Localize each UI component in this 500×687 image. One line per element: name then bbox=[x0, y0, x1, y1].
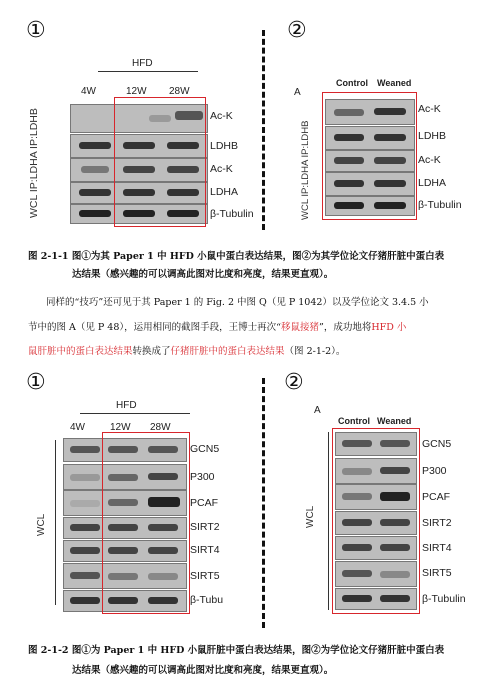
col-label: Control bbox=[336, 78, 368, 88]
divider-dashed-top bbox=[262, 30, 265, 230]
group-line bbox=[98, 71, 198, 72]
row-label: LDHA bbox=[418, 177, 447, 189]
bracket-line bbox=[328, 432, 329, 610]
row-label: β-Tubulin bbox=[418, 199, 462, 211]
row-label: β-Tubu bbox=[190, 594, 224, 606]
col-label: 12W bbox=[126, 86, 147, 97]
side-label: WCL IP:LDHA IP:LDHB bbox=[300, 120, 311, 220]
highlight-box bbox=[322, 92, 417, 220]
bracket-line bbox=[55, 440, 56, 605]
highlight-box bbox=[332, 428, 420, 614]
group-label: HFD bbox=[116, 400, 137, 411]
panel-letter: A bbox=[314, 405, 321, 416]
col-label: Control bbox=[338, 416, 370, 426]
row-label: β-Tubulin bbox=[422, 593, 466, 605]
row-label: Ac-K bbox=[418, 154, 441, 166]
row-label: PCAF bbox=[422, 491, 451, 503]
row-label: SIRT5 bbox=[190, 570, 220, 582]
row-label: LDHA bbox=[210, 186, 239, 198]
row-label: SIRT2 bbox=[190, 521, 220, 533]
group-label: HFD bbox=[132, 58, 153, 69]
row-label: Ac-K bbox=[210, 163, 233, 175]
figure-2-left-number: ① bbox=[26, 370, 46, 395]
figure-1-right-number: ② bbox=[287, 18, 307, 43]
figure-caption-cont: 达结果（感兴趣的可以调高此图对比度和亮度，结果更直观）。 bbox=[72, 665, 334, 676]
figure-1-left-number: ① bbox=[26, 18, 46, 43]
col-label: 28W bbox=[169, 86, 190, 97]
group-line bbox=[80, 413, 190, 414]
figure-caption-cont: 达结果（感兴趣的可以调高此图对比度和亮度，结果更直观）。 bbox=[72, 269, 334, 280]
row-label: LDHB bbox=[210, 140, 239, 152]
row-label: SIRT5 bbox=[422, 567, 452, 579]
row-label: LDHB bbox=[418, 130, 447, 142]
col-label: 4W bbox=[81, 86, 96, 97]
panel-letter: A bbox=[294, 87, 301, 98]
figure-caption: 图 2-1-2 图①为 Paper 1 中 HFD 小鼠肝脏中蛋白表达结果，图②为学位论文仔猪肝脏中蛋白表 bbox=[28, 645, 445, 656]
divider-dashed-bottom bbox=[262, 378, 265, 628]
row-label: Ac-K bbox=[210, 110, 233, 122]
col-label: 4W bbox=[70, 422, 85, 433]
highlight-box bbox=[114, 97, 206, 227]
body-paragraph-line: 节中的图 A（见 P 48），运用相同的截图手段，王博士再次“移鼠接猪”，成功地将HFD 小 bbox=[28, 322, 407, 333]
row-label: GCN5 bbox=[190, 443, 220, 455]
body-paragraph-line: 同样的“技巧”还可见于其 Paper 1 的 Fig. 2 中图 Q（见 P 1042）以及学位论文 3.4.5 小 bbox=[46, 297, 429, 308]
col-label: Weaned bbox=[377, 78, 412, 88]
row-label: PCAF bbox=[190, 497, 219, 509]
row-label: GCN5 bbox=[422, 438, 452, 450]
col-label: Weaned bbox=[377, 416, 412, 426]
side-label: WCL bbox=[36, 513, 47, 536]
col-label: 12W bbox=[110, 422, 131, 433]
highlight-box bbox=[102, 432, 190, 614]
side-label: WCL IP:LDHA IP:LDHB bbox=[28, 108, 40, 218]
figure-2-right-number: ② bbox=[284, 370, 304, 395]
row-label: β-Tubulin bbox=[210, 208, 254, 220]
row-label: P300 bbox=[422, 465, 447, 477]
col-label: 28W bbox=[150, 422, 171, 433]
row-label: SIRT2 bbox=[422, 517, 452, 529]
row-label: Ac-K bbox=[418, 103, 441, 115]
body-paragraph-line: 鼠肝脏中的蛋白表达结果转换成了仔猪肝脏中的蛋白表达结果（图 2-1-2）。 bbox=[28, 346, 346, 357]
row-label: SIRT4 bbox=[422, 542, 452, 554]
side-label: WCL bbox=[305, 505, 316, 528]
row-label: SIRT4 bbox=[190, 544, 220, 556]
figure-caption: 图 2-1-1 图①为其 Paper 1 中 HFD 小鼠中蛋白表达结果，图②为其学位论文仔猪肝脏中蛋白表 bbox=[28, 251, 445, 262]
row-label: P300 bbox=[190, 471, 215, 483]
